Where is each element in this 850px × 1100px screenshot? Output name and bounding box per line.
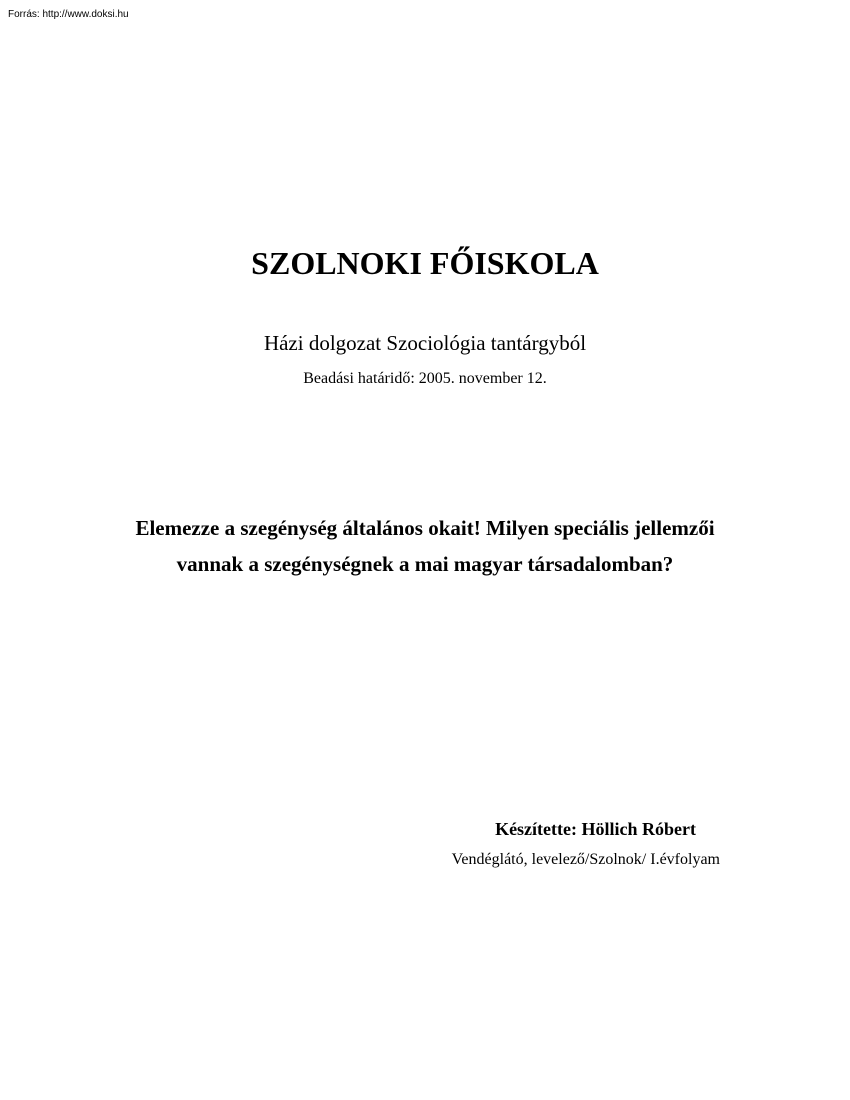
institution-title: SZOLNOKI FŐISKOLA <box>251 245 599 281</box>
essay-question-line-2: vannak a szegénységnek a mai magyar társadalomban? <box>176 552 674 576</box>
program-line: Vendéglátó, levelező/Szolnok/ I.évfolyam <box>451 851 720 868</box>
source-url-line: Forrás: http://www.doksi.hu <box>8 9 129 20</box>
submission-deadline: Beadási határidő: 2005. november 12. <box>303 370 547 387</box>
essay-question <box>60 510 790 582</box>
assignment-subtitle: Házi dolgozat Szociológia tantárgyból <box>263 331 587 355</box>
essay-question-line-1: Elemezze a szegénység általános okait! Milyen speciális jellemzői <box>135 516 715 540</box>
author-line: Készítette: Höllich Róbert <box>495 819 696 839</box>
